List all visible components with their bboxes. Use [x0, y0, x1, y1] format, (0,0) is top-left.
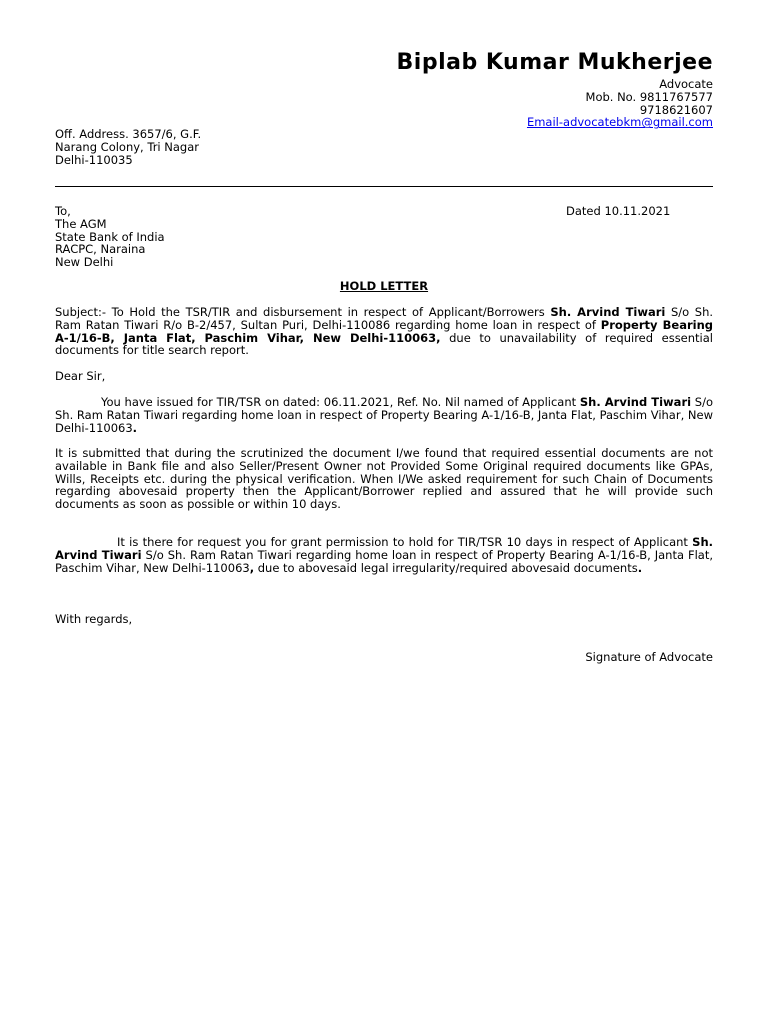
email-link[interactable]: Email-advocatebkm@gmail.com: [526, 115, 713, 130]
recipient-address: [55, 205, 165, 269]
subject-paragraph: [55, 306, 713, 357]
recipient-line-2: State Bank of India: [55, 229, 165, 244]
advocate-name: Biplab Kumar Mukherjee: [396, 50, 713, 75]
recipient-line-4: New Delhi: [55, 255, 114, 270]
recipient-line-3: RACPC, Naraina: [55, 242, 146, 257]
to-label: To,: [55, 204, 71, 218]
subject-applicant-name: Sh. Arvind Tiwari: [550, 305, 666, 319]
subject-text-2: S/o Sh. Ram Ratan Tiwari R/o B-2/457, Sultan Puri, Delhi-110086 regarding home loan in respect of: [55, 305, 714, 332]
request-applicant-name: Sh. Arvind Tiwari: [55, 535, 713, 562]
office-address: [55, 128, 201, 166]
request-text-2: S/o Sh. Ram Ratan Tiwari regarding home loan in respect of Property Bearing A-1/16-B, Janta Flat, Paschim Vihar, New Delhi-110063: [55, 547, 714, 575]
office-address-line-1: Off. Address. 3657/6, G.F.: [55, 127, 202, 141]
issued-paragraph: [55, 396, 713, 434]
issued-text-2: S/o Sh. Ram Ratan Tiwari regarding home loan in respect of Property Bearing A-1/16-B, Janta Flat, Paschim Vihar, New Delhi-110063: [55, 395, 713, 435]
subject-text-3: due to unavailability of required essential documents for title search report.: [55, 330, 713, 358]
request-comma: ,: [249, 560, 255, 575]
request-end-period: .: [637, 560, 643, 575]
mobile-number-2: 9718621607: [639, 102, 713, 117]
subject-text-1: Subject:- To Hold the TSR/TIR and disbursement in respect of Applicant/Borrowers: [55, 305, 551, 319]
office-address-line-2: Narang Colony, Tri Nagar: [55, 139, 200, 154]
recipient-line-1: The AGM: [55, 216, 107, 231]
letter-title: HOLD LETTER: [339, 279, 429, 293]
header-divider: [55, 186, 713, 187]
header-contact: [527, 78, 713, 129]
closing-regards: With regards,: [55, 612, 133, 626]
submitted-paragraph: It is submitted that during the scrutinized the document I/we found that required essential documents are not available in Bank file and also Seller/Present Owner not Provided Some Original required documents like GPAs, Wills, Receipts etc. during the physical verification. When I/We asked requirement for such Chain of Documents regarding abovesaid property then the Applicant/Borrower replied and assured that he will provide such documents as soon as possible or within 10 days.: [55, 446, 713, 512]
request-text-3: due to abovesaid legal irregularity/required abovesaid documents: [254, 560, 638, 575]
subject-property: Property Bearing A-1/16-B, Janta Flat, Paschim Vihar, New Delhi-110063,: [55, 317, 713, 345]
greeting: Dear Sir,: [55, 369, 106, 383]
issued-end-period: .: [132, 420, 138, 435]
issued-text-1: You have issued for TIR/TSR on dated: 06.11.2021, Ref. No. Nil named of Applicant: [101, 395, 580, 409]
designation: Advocate: [659, 77, 713, 91]
mobile-number-1: Mob. No. 9811767577: [585, 89, 713, 104]
signature-label: Signature of Advocate: [585, 650, 713, 664]
letter-date: Dated 10.11.2021: [566, 204, 671, 218]
office-address-line-3: Delhi-110035: [55, 152, 133, 167]
request-paragraph: [55, 536, 713, 574]
request-text-1: It is there for request you for grant permission to hold for TIR/TSR 10 days in respect of Applicant: [117, 535, 693, 549]
issued-applicant-name: Sh. Arvind Tiwari: [579, 395, 692, 409]
